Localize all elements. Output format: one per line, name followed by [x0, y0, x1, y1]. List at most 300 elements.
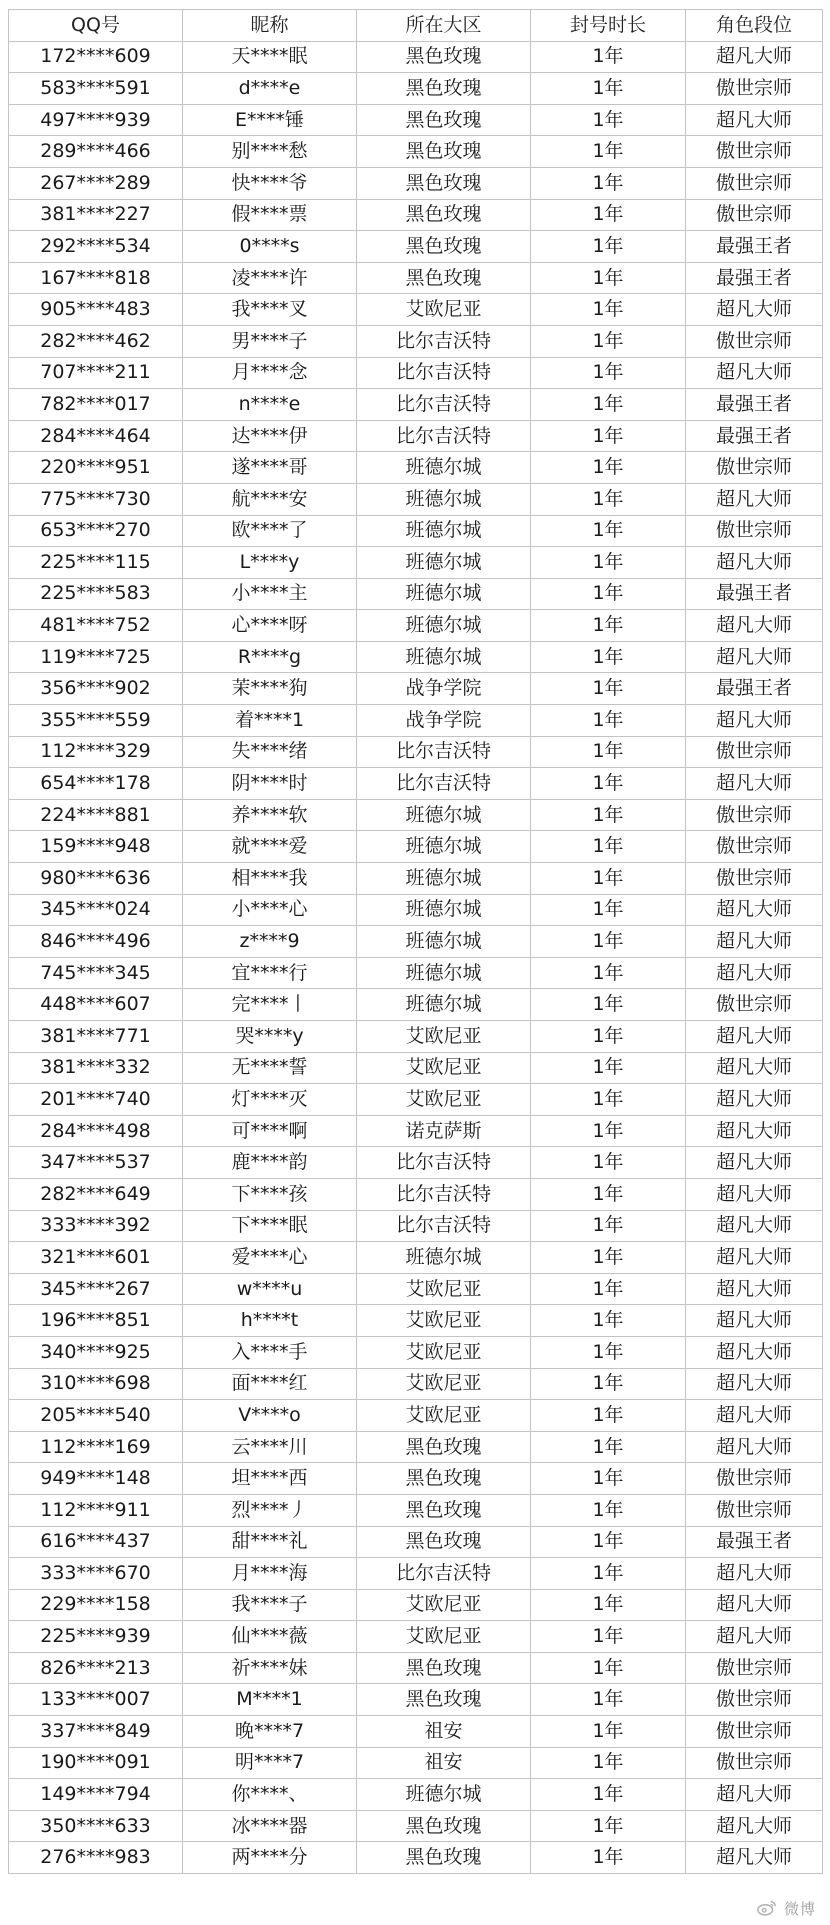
cell-rank: 傲世宗师 [686, 831, 823, 863]
cell-region: 艾欧尼亚 [357, 1084, 531, 1116]
table-row [9, 641, 823, 673]
cell-rank: 超凡大师 [686, 1021, 823, 1053]
cell-region: 黑色玫瑰 [357, 1684, 531, 1716]
cell-rank: 傲世宗师 [686, 325, 823, 357]
table-row [9, 1242, 823, 1274]
cell-nickname: R****g [183, 641, 357, 673]
cell-region: 黑色玫瑰 [357, 1810, 531, 1842]
cell-rank: 傲世宗师 [686, 863, 823, 895]
cell-region: 诺克萨斯 [357, 1115, 531, 1147]
cell-nickname: 天****眠 [183, 41, 357, 73]
table-row [9, 1684, 823, 1716]
cell-qq: 112****329 [9, 736, 183, 768]
cell-rank: 超凡大师 [686, 926, 823, 958]
cell-nickname: 心****呀 [183, 610, 357, 642]
cell-rank: 超凡大师 [686, 1400, 823, 1432]
cell-rank: 傲世宗师 [686, 1747, 823, 1779]
cell-nickname: 面****红 [183, 1368, 357, 1400]
cell-nickname: n****e [183, 389, 357, 421]
cell-region: 艾欧尼亚 [357, 294, 531, 326]
cell-qq: 289****466 [9, 136, 183, 168]
cell-region: 班德尔城 [357, 515, 531, 547]
cell-nickname: 祈****妹 [183, 1652, 357, 1684]
table-row [9, 1652, 823, 1684]
cell-ban-duration: 1年 [531, 1084, 686, 1116]
cell-region: 比尔吉沃特 [357, 325, 531, 357]
cell-ban-duration: 1年 [531, 736, 686, 768]
cell-region: 艾欧尼亚 [357, 1336, 531, 1368]
cell-ban-duration: 1年 [531, 1747, 686, 1779]
cell-nickname: 相****我 [183, 863, 357, 895]
table-row [9, 1463, 823, 1495]
cell-rank: 傲世宗师 [686, 736, 823, 768]
cell-rank: 傲世宗师 [686, 1652, 823, 1684]
cell-nickname: z****9 [183, 926, 357, 958]
cell-nickname: 着****1 [183, 705, 357, 737]
cell-ban-duration: 1年 [531, 1242, 686, 1274]
table-row [9, 73, 823, 105]
cell-qq: 159****948 [9, 831, 183, 863]
cell-rank: 傲世宗师 [686, 515, 823, 547]
cell-nickname: h****t [183, 1305, 357, 1337]
header-nickname: 昵称 [183, 10, 357, 42]
cell-ban-duration: 1年 [531, 452, 686, 484]
cell-nickname: w****u [183, 1273, 357, 1305]
table-row [9, 1779, 823, 1811]
cell-qq: 119****725 [9, 641, 183, 673]
cell-qq: 345****267 [9, 1273, 183, 1305]
cell-region: 班德尔城 [357, 863, 531, 895]
cell-nickname: 入****手 [183, 1336, 357, 1368]
cell-qq: 201****740 [9, 1084, 183, 1116]
cell-nickname: 爱****心 [183, 1242, 357, 1274]
cell-ban-duration: 1年 [531, 1273, 686, 1305]
cell-region: 艾欧尼亚 [357, 1273, 531, 1305]
cell-qq: 205****540 [9, 1400, 183, 1432]
cell-nickname: 灯****灭 [183, 1084, 357, 1116]
cell-qq: 282****649 [9, 1178, 183, 1210]
cell-nickname: 下****眠 [183, 1210, 357, 1242]
weibo-logo-icon [756, 1897, 778, 1919]
cell-qq: 347****537 [9, 1147, 183, 1179]
cell-ban-duration: 1年 [531, 104, 686, 136]
cell-ban-duration: 1年 [531, 578, 686, 610]
cell-qq: 284****464 [9, 420, 183, 452]
cell-rank: 超凡大师 [686, 1621, 823, 1653]
table-row [9, 989, 823, 1021]
cell-nickname: 养****软 [183, 799, 357, 831]
cell-qq: 949****148 [9, 1463, 183, 1495]
cell-nickname: 小****心 [183, 894, 357, 926]
cell-rank: 傲世宗师 [686, 73, 823, 105]
table-row [9, 357, 823, 389]
cell-qq: 356****902 [9, 673, 183, 705]
cell-rank: 超凡大师 [686, 894, 823, 926]
cell-qq: 381****332 [9, 1052, 183, 1084]
cell-region: 艾欧尼亚 [357, 1621, 531, 1653]
cell-region: 班德尔城 [357, 547, 531, 579]
table-row [9, 547, 823, 579]
cell-nickname: 烈****丿 [183, 1494, 357, 1526]
cell-region: 班德尔城 [357, 799, 531, 831]
cell-region: 班德尔城 [357, 641, 531, 673]
cell-ban-duration: 1年 [531, 894, 686, 926]
cell-nickname: 明****7 [183, 1747, 357, 1779]
table-row [9, 799, 823, 831]
cell-nickname: 遂****哥 [183, 452, 357, 484]
cell-nickname: 完****丨 [183, 989, 357, 1021]
cell-region: 黑色玫瑰 [357, 231, 531, 263]
cell-nickname: 别****愁 [183, 136, 357, 168]
cell-qq: 355****559 [9, 705, 183, 737]
cell-qq: 225****115 [9, 547, 183, 579]
table-row [9, 926, 823, 958]
cell-rank: 最强王者 [686, 1526, 823, 1558]
cell-region: 黑色玫瑰 [357, 1652, 531, 1684]
table-row [9, 578, 823, 610]
cell-region: 比尔吉沃特 [357, 736, 531, 768]
cell-nickname: 阴****时 [183, 768, 357, 800]
cell-ban-duration: 1年 [531, 262, 686, 294]
cell-ban-duration: 1年 [531, 1400, 686, 1432]
ban-list-table [8, 9, 823, 1874]
cell-rank: 超凡大师 [686, 610, 823, 642]
cell-qq: 340****925 [9, 1336, 183, 1368]
cell-nickname: 月****念 [183, 357, 357, 389]
cell-qq: 481****752 [9, 610, 183, 642]
cell-ban-duration: 1年 [531, 136, 686, 168]
cell-nickname: 晚****7 [183, 1716, 357, 1748]
cell-qq: 337****849 [9, 1716, 183, 1748]
cell-rank: 超凡大师 [686, 1779, 823, 1811]
cell-rank: 超凡大师 [686, 1242, 823, 1274]
cell-ban-duration: 1年 [531, 926, 686, 958]
table-row [9, 1494, 823, 1526]
table-row [9, 1147, 823, 1179]
table-row [9, 420, 823, 452]
table-row [9, 957, 823, 989]
cell-qq: 333****392 [9, 1210, 183, 1242]
cell-qq: 224****881 [9, 799, 183, 831]
cell-nickname: 小****主 [183, 578, 357, 610]
cell-region: 班德尔城 [357, 578, 531, 610]
cell-ban-duration: 1年 [531, 989, 686, 1021]
cell-qq: 225****583 [9, 578, 183, 610]
cell-ban-duration: 1年 [531, 1368, 686, 1400]
cell-rank: 傲世宗师 [686, 199, 823, 231]
cell-qq: 846****496 [9, 926, 183, 958]
cell-qq: 196****851 [9, 1305, 183, 1337]
cell-nickname: 我****叉 [183, 294, 357, 326]
cell-rank: 最强王者 [686, 578, 823, 610]
cell-ban-duration: 1年 [531, 1021, 686, 1053]
cell-nickname: 仙****薇 [183, 1621, 357, 1653]
cell-qq: 775****730 [9, 483, 183, 515]
table-row [9, 452, 823, 484]
table-row [9, 1084, 823, 1116]
cell-qq: 112****911 [9, 1494, 183, 1526]
cell-rank: 超凡大师 [686, 1558, 823, 1590]
cell-region: 黑色玫瑰 [357, 1842, 531, 1874]
table-row [9, 1400, 823, 1432]
table-row [9, 1021, 823, 1053]
cell-rank: 最强王者 [686, 673, 823, 705]
header-ban-duration: 封号时长 [531, 10, 686, 42]
cell-nickname: 凌****许 [183, 262, 357, 294]
cell-region: 班德尔城 [357, 831, 531, 863]
cell-nickname: 我****子 [183, 1589, 357, 1621]
cell-region: 比尔吉沃特 [357, 1147, 531, 1179]
cell-region: 艾欧尼亚 [357, 1400, 531, 1432]
cell-rank: 超凡大师 [686, 1336, 823, 1368]
cell-rank: 超凡大师 [686, 357, 823, 389]
cell-rank: 傲世宗师 [686, 1463, 823, 1495]
cell-region: 战争学院 [357, 705, 531, 737]
cell-nickname: 两****分 [183, 1842, 357, 1874]
cell-nickname: 男****子 [183, 325, 357, 357]
weibo-watermark [756, 1897, 816, 1919]
cell-ban-duration: 1年 [531, 357, 686, 389]
cell-nickname: 假****票 [183, 199, 357, 231]
cell-rank: 超凡大师 [686, 705, 823, 737]
table-row [9, 1368, 823, 1400]
cell-nickname: 哭****y [183, 1021, 357, 1053]
cell-ban-duration: 1年 [531, 325, 686, 357]
cell-rank: 傲世宗师 [686, 167, 823, 199]
cell-ban-duration: 1年 [531, 1115, 686, 1147]
cell-qq: 133****007 [9, 1684, 183, 1716]
cell-ban-duration: 1年 [531, 1779, 686, 1811]
table-row [9, 294, 823, 326]
cell-ban-duration: 1年 [531, 1652, 686, 1684]
table-row [9, 736, 823, 768]
table-row [9, 1589, 823, 1621]
cell-rank: 超凡大师 [686, 1810, 823, 1842]
header-region: 所在大区 [357, 10, 531, 42]
cell-qq: 321****601 [9, 1242, 183, 1274]
cell-qq: 225****939 [9, 1621, 183, 1653]
cell-nickname: 茉****狗 [183, 673, 357, 705]
cell-region: 比尔吉沃特 [357, 389, 531, 421]
cell-ban-duration: 1年 [531, 1210, 686, 1242]
cell-qq: 707****211 [9, 357, 183, 389]
cell-rank: 超凡大师 [686, 1273, 823, 1305]
cell-ban-duration: 1年 [531, 1842, 686, 1874]
cell-region: 黑色玫瑰 [357, 104, 531, 136]
cell-qq: 267****289 [9, 167, 183, 199]
cell-ban-duration: 1年 [531, 73, 686, 105]
cell-rank: 超凡大师 [686, 1052, 823, 1084]
table-row [9, 199, 823, 231]
cell-region: 比尔吉沃特 [357, 1178, 531, 1210]
cell-region: 比尔吉沃特 [357, 1558, 531, 1590]
cell-rank: 超凡大师 [686, 1115, 823, 1147]
cell-nickname: 月****海 [183, 1558, 357, 1590]
cell-nickname: 无****誓 [183, 1052, 357, 1084]
cell-region: 艾欧尼亚 [357, 1589, 531, 1621]
cell-nickname: E****锤 [183, 104, 357, 136]
cell-nickname: 鹿****韵 [183, 1147, 357, 1179]
cell-region: 班德尔城 [357, 926, 531, 958]
cell-ban-duration: 1年 [531, 389, 686, 421]
cell-rank: 超凡大师 [686, 294, 823, 326]
cell-region: 比尔吉沃特 [357, 420, 531, 452]
cell-ban-duration: 1年 [531, 1494, 686, 1526]
cell-ban-duration: 1年 [531, 1684, 686, 1716]
cell-rank: 超凡大师 [686, 641, 823, 673]
cell-qq: 292****534 [9, 231, 183, 263]
cell-region: 黑色玫瑰 [357, 136, 531, 168]
cell-ban-duration: 1年 [531, 641, 686, 673]
cell-ban-duration: 1年 [531, 1147, 686, 1179]
cell-qq: 905****483 [9, 294, 183, 326]
cell-ban-duration: 1年 [531, 1621, 686, 1653]
cell-rank: 傲世宗师 [686, 1494, 823, 1526]
cell-region: 艾欧尼亚 [357, 1368, 531, 1400]
cell-region: 黑色玫瑰 [357, 262, 531, 294]
cell-ban-duration: 1年 [531, 420, 686, 452]
cell-qq: 583****591 [9, 73, 183, 105]
cell-ban-duration: 1年 [531, 1178, 686, 1210]
cell-rank: 超凡大师 [686, 483, 823, 515]
table-row [9, 1210, 823, 1242]
table-row [9, 863, 823, 895]
table-row [9, 41, 823, 73]
cell-nickname: 达****伊 [183, 420, 357, 452]
cell-ban-duration: 1年 [531, 1589, 686, 1621]
cell-nickname: 快****爷 [183, 167, 357, 199]
table-row [9, 1052, 823, 1084]
table-row [9, 483, 823, 515]
cell-region: 班德尔城 [357, 1242, 531, 1274]
watermark-text: 微博 [783, 1899, 816, 1918]
table-row [9, 831, 823, 863]
cell-qq: 381****771 [9, 1021, 183, 1053]
cell-rank: 最强王者 [686, 262, 823, 294]
cell-ban-duration: 1年 [531, 1526, 686, 1558]
cell-qq: 497****939 [9, 104, 183, 136]
cell-qq: 448****607 [9, 989, 183, 1021]
cell-qq: 616****437 [9, 1526, 183, 1558]
cell-region: 班德尔城 [357, 894, 531, 926]
cell-qq: 654****178 [9, 768, 183, 800]
cell-ban-duration: 1年 [531, 294, 686, 326]
cell-rank: 超凡大师 [686, 1147, 823, 1179]
cell-region: 战争学院 [357, 673, 531, 705]
cell-ban-duration: 1年 [531, 673, 686, 705]
cell-region: 比尔吉沃特 [357, 1210, 531, 1242]
cell-rank: 超凡大师 [686, 1210, 823, 1242]
table-row [9, 1716, 823, 1748]
cell-nickname: 云****川 [183, 1431, 357, 1463]
cell-ban-duration: 1年 [531, 1716, 686, 1748]
cell-nickname: 甜****礼 [183, 1526, 357, 1558]
cell-region: 黑色玫瑰 [357, 1463, 531, 1495]
cell-qq: 112****169 [9, 1431, 183, 1463]
cell-ban-duration: 1年 [531, 547, 686, 579]
header-qq: QQ号 [9, 10, 183, 42]
cell-ban-duration: 1年 [531, 1463, 686, 1495]
cell-rank: 傲世宗师 [686, 799, 823, 831]
cell-rank: 最强王者 [686, 389, 823, 421]
cell-ban-duration: 1年 [531, 705, 686, 737]
table-row [9, 1431, 823, 1463]
cell-region: 班德尔城 [357, 452, 531, 484]
cell-nickname: 0****s [183, 231, 357, 263]
table-row [9, 768, 823, 800]
table-row [9, 231, 823, 263]
cell-qq: 381****227 [9, 199, 183, 231]
cell-region: 班德尔城 [357, 483, 531, 515]
cell-ban-duration: 1年 [531, 167, 686, 199]
cell-qq: 782****017 [9, 389, 183, 421]
cell-rank: 超凡大师 [686, 1305, 823, 1337]
cell-rank: 最强王者 [686, 420, 823, 452]
cell-nickname: L****y [183, 547, 357, 579]
table-row [9, 1621, 823, 1653]
cell-ban-duration: 1年 [531, 768, 686, 800]
cell-rank: 超凡大师 [686, 957, 823, 989]
cell-region: 班德尔城 [357, 1779, 531, 1811]
cell-rank: 超凡大师 [686, 1084, 823, 1116]
cell-rank: 傲世宗师 [686, 1684, 823, 1716]
cell-region: 黑色玫瑰 [357, 41, 531, 73]
table-row [9, 325, 823, 357]
header-rank: 角色段位 [686, 10, 823, 42]
table-row [9, 1178, 823, 1210]
cell-qq: 149****794 [9, 1779, 183, 1811]
cell-qq: 345****024 [9, 894, 183, 926]
cell-rank: 傲世宗师 [686, 136, 823, 168]
cell-qq: 167****818 [9, 262, 183, 294]
cell-nickname: 欧****了 [183, 515, 357, 547]
cell-ban-duration: 1年 [531, 831, 686, 863]
table-row [9, 1273, 823, 1305]
cell-ban-duration: 1年 [531, 1810, 686, 1842]
cell-ban-duration: 1年 [531, 1336, 686, 1368]
cell-ban-duration: 1年 [531, 1052, 686, 1084]
cell-nickname: 就****爱 [183, 831, 357, 863]
cell-region: 班德尔城 [357, 610, 531, 642]
cell-region: 黑色玫瑰 [357, 167, 531, 199]
table-row [9, 1115, 823, 1147]
cell-qq: 653****270 [9, 515, 183, 547]
cell-region: 祖安 [357, 1716, 531, 1748]
cell-nickname: 宜****行 [183, 957, 357, 989]
cell-rank: 超凡大师 [686, 1842, 823, 1874]
cell-rank: 超凡大师 [686, 104, 823, 136]
cell-rank: 超凡大师 [686, 547, 823, 579]
table-row [9, 136, 823, 168]
cell-rank: 超凡大师 [686, 41, 823, 73]
cell-qq: 284****498 [9, 1115, 183, 1147]
cell-region: 艾欧尼亚 [357, 1305, 531, 1337]
table-row [9, 894, 823, 926]
table-row [9, 673, 823, 705]
table-row [9, 610, 823, 642]
cell-ban-duration: 1年 [531, 610, 686, 642]
cell-nickname: M****1 [183, 1684, 357, 1716]
cell-nickname: 你****、 [183, 1779, 357, 1811]
cell-rank: 超凡大师 [686, 1178, 823, 1210]
cell-region: 黑色玫瑰 [357, 1526, 531, 1558]
table-row [9, 1747, 823, 1779]
table-row [9, 167, 823, 199]
cell-ban-duration: 1年 [531, 199, 686, 231]
cell-qq: 276****983 [9, 1842, 183, 1874]
table-header-row [9, 10, 823, 42]
cell-nickname: d****e [183, 73, 357, 105]
